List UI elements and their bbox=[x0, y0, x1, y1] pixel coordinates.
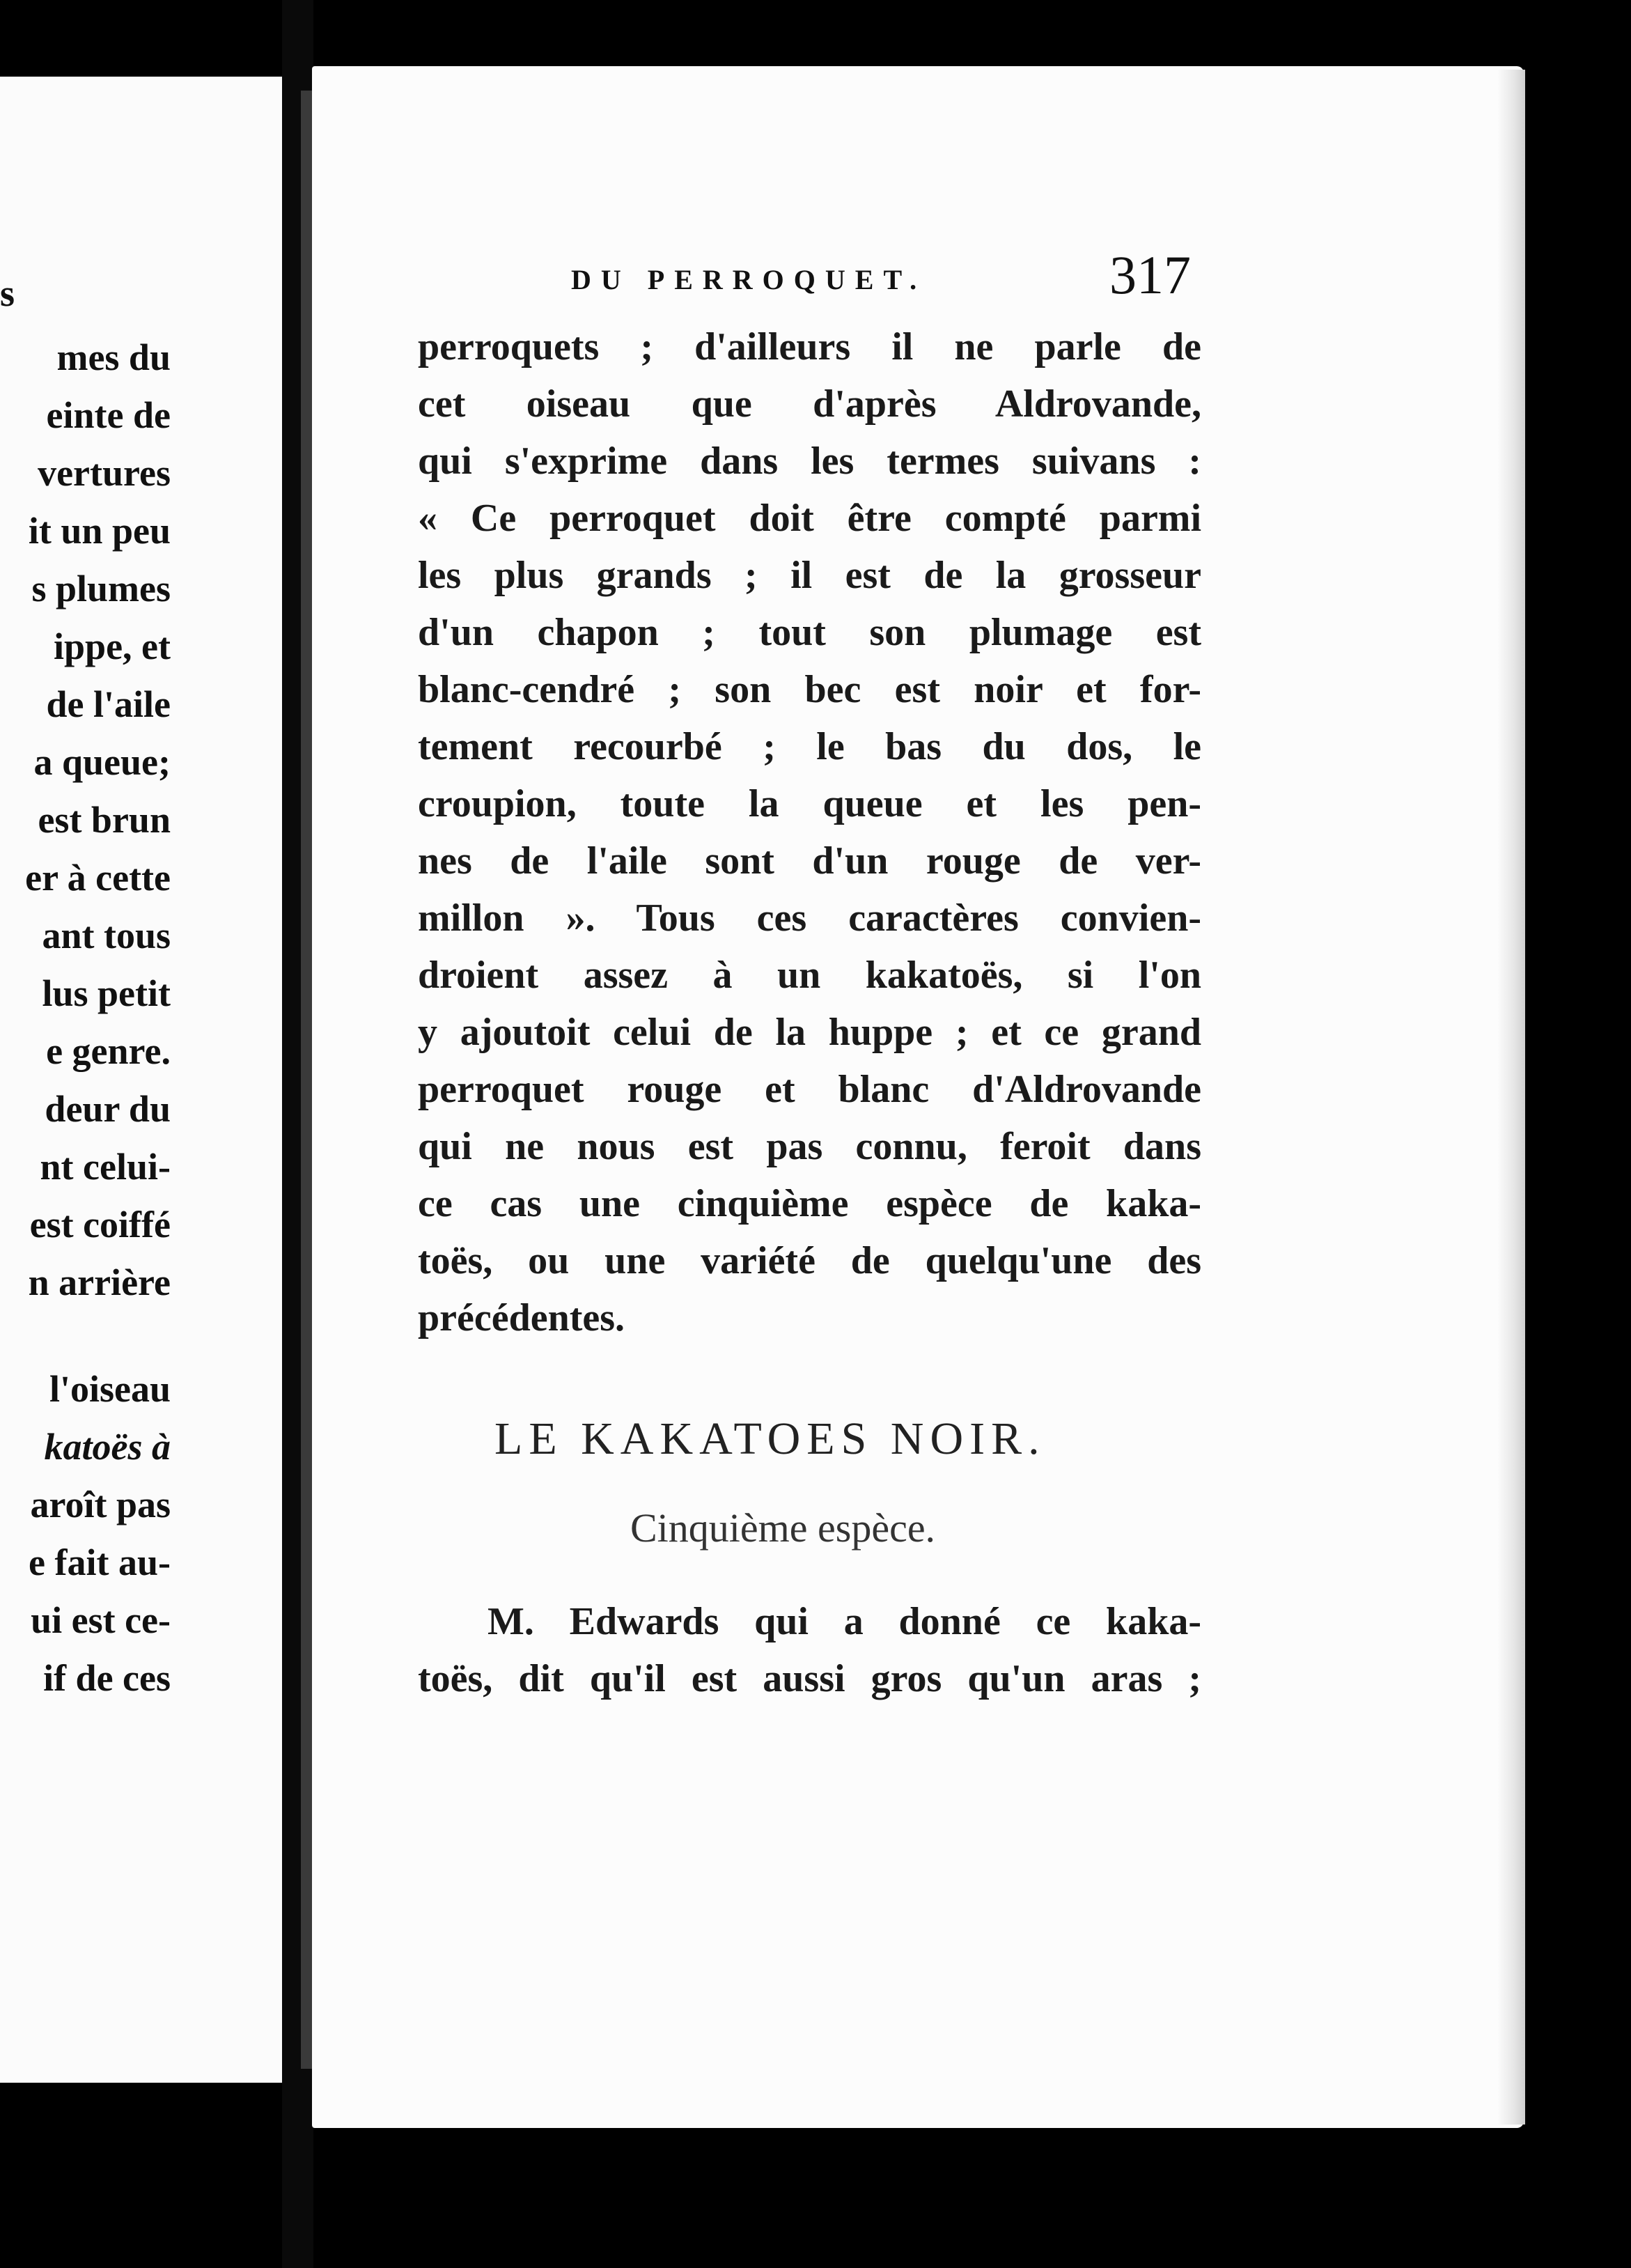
left-page-line: de l'aile bbox=[46, 683, 171, 725]
text-line: qui s'exprime dans les termes suivans : bbox=[418, 440, 1201, 483]
text-line: ce cas une cinquième espèce de kaka- bbox=[418, 1182, 1201, 1225]
left-page-line: n arrière bbox=[28, 1261, 171, 1303]
text-line: y ajoutoit celui de la huppe ; et ce grand bbox=[418, 1011, 1201, 1054]
running-head: DU PERROQUET. bbox=[571, 264, 927, 295]
text-line: qui ne nous est pas connu, feroit dans bbox=[418, 1125, 1201, 1168]
left-page-line: ippe, et bbox=[54, 626, 171, 667]
left-page-line: s bbox=[0, 272, 15, 314]
binding-shadow bbox=[301, 91, 312, 2069]
left-page-line: est coiffé bbox=[29, 1204, 171, 1245]
left-page-line: mes du bbox=[56, 336, 171, 378]
left-page-line: l'oiseau bbox=[49, 1368, 171, 1410]
text-line: les plus grands ; il est de la grosseur bbox=[418, 554, 1201, 597]
text-line: « Ce perroquet doit être compté parmi bbox=[418, 497, 1201, 540]
text-line: blanc-cendré ; son bec est noir et for- bbox=[418, 668, 1201, 711]
left-page-line: lus petit bbox=[42, 972, 171, 1014]
left-page-line: vertures bbox=[38, 452, 171, 494]
left-page-line: er à cette bbox=[25, 857, 171, 899]
text-line: toës, ou une variété de quelqu'une des bbox=[418, 1239, 1201, 1282]
left-page-line: nt celui- bbox=[40, 1146, 171, 1188]
left-page-line: katoës à bbox=[44, 1426, 171, 1468]
text-line: précédentes. bbox=[418, 1296, 625, 1339]
left-page-line: it un peu bbox=[28, 510, 171, 552]
section-title: LE KAKATOES NOIR. bbox=[494, 1413, 1046, 1464]
section-subtitle: Cinquième espèce. bbox=[630, 1505, 936, 1551]
left-page-line: aroît pas bbox=[30, 1484, 171, 1525]
text-line: croupion, toute la queue et les pen- bbox=[418, 782, 1201, 825]
left-page-line: e genre. bbox=[46, 1030, 171, 1072]
left-page-line: e fait au- bbox=[29, 1541, 171, 1583]
text-line: perroquet rouge et blanc d'Aldrovande bbox=[418, 1068, 1201, 1111]
text-line: toës, dit qu'il est aussi gros qu'un aras ; bbox=[418, 1657, 1201, 1700]
page-header bbox=[571, 244, 1191, 313]
text-line: millon ». Tous ces caractères convien- bbox=[418, 896, 1201, 940]
text-line: droient assez à un kakatoës, si l'on bbox=[418, 954, 1201, 997]
text-line: M. Edwards qui a donné ce kaka- bbox=[487, 1600, 1201, 1643]
text-line: tement recourbé ; le bas du dos, le bbox=[418, 725, 1201, 768]
left-page-line: ui est ce- bbox=[31, 1599, 171, 1641]
text-line: nes de l'aile sont d'un rouge de ver- bbox=[418, 839, 1201, 883]
left-page-line: ant tous bbox=[42, 915, 171, 956]
left-page-line: s plumes bbox=[31, 568, 171, 609]
text-line: d'un chapon ; tout son plumage est bbox=[418, 611, 1201, 654]
text-line: cet oiseau que d'après Aldrovande, bbox=[418, 382, 1201, 426]
left-page-line: deur du bbox=[45, 1088, 171, 1130]
left-page-line: est brun bbox=[38, 799, 171, 841]
left-facing-page bbox=[0, 77, 282, 2083]
page-edge bbox=[1497, 70, 1525, 2125]
text-line: perroquets ; d'ailleurs il ne parle de bbox=[418, 325, 1201, 368]
page-number: 317 bbox=[1109, 244, 1191, 305]
left-page-line: a queue; bbox=[33, 741, 171, 783]
left-page-line: einte de bbox=[46, 394, 171, 436]
left-page-line: if de ces bbox=[43, 1657, 171, 1699]
